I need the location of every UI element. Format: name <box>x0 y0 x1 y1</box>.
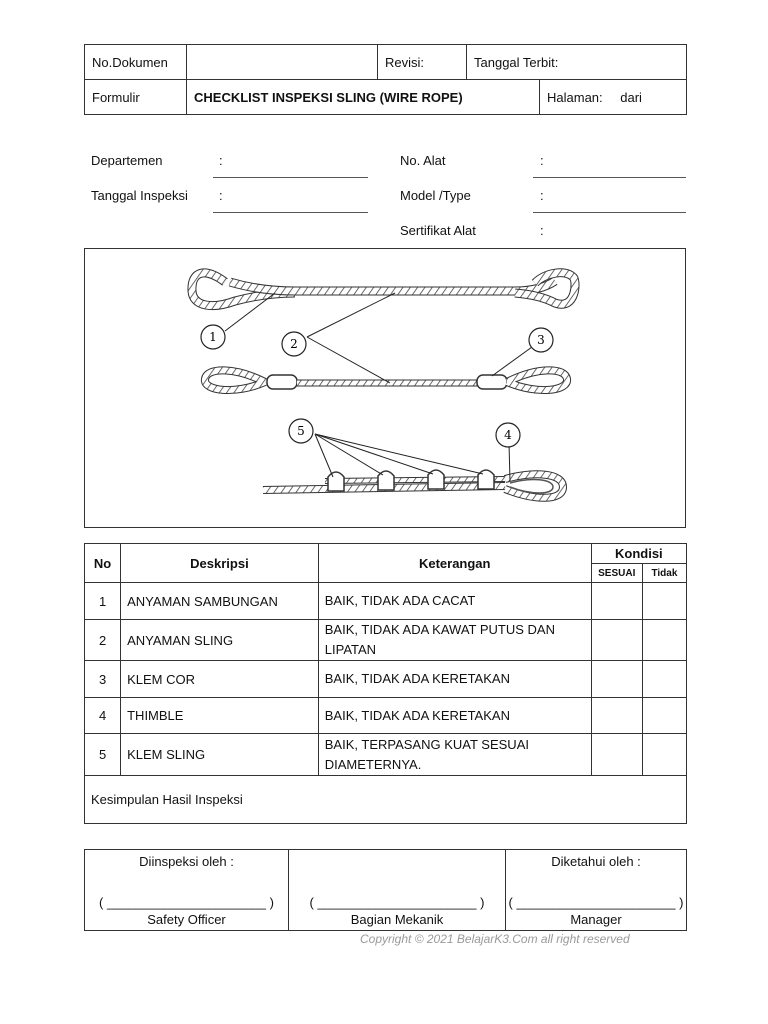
callout-1 <box>201 325 225 349</box>
callout-5 <box>289 419 313 443</box>
sesuai-checkbox[interactable] <box>591 698 642 734</box>
table-row <box>85 661 687 698</box>
no-dokumen-label: No.Dokumen <box>85 45 187 80</box>
tanggal-terbit-label: Tanggal Terbit: <box>467 45 687 80</box>
col-no-header: No <box>85 544 121 583</box>
row-deskripsi: ANYAMAN SLING <box>121 620 319 661</box>
tidak-checkbox[interactable] <box>642 698 686 734</box>
row-no: 5 <box>85 734 121 776</box>
row-no: 1 <box>85 583 121 620</box>
row-deskripsi: KLEM COR <box>121 661 319 698</box>
ferrule-right-icon <box>477 375 507 389</box>
tidak-checkbox[interactable] <box>642 734 686 776</box>
sesuai-checkbox[interactable] <box>591 734 642 776</box>
halaman-label: Halaman: <box>547 89 603 105</box>
tanggal-inspeksi-label: Tanggal Inspeksi <box>91 188 188 203</box>
diinspeksi-label: Diinspeksi oleh : <box>139 854 234 869</box>
diketahui-label: Diketahui oleh : <box>551 854 641 869</box>
signature-bagian-mekanik[interactable] <box>289 850 506 931</box>
callout-4 <box>496 423 520 447</box>
sling-bottom-icon <box>263 470 563 498</box>
signature-line: ( ______________________ ) <box>99 895 274 910</box>
dari-label: dari <box>620 89 642 105</box>
table-row <box>85 620 687 661</box>
wire-rope-diagram <box>84 248 686 528</box>
tanggal-inspeksi-colon: : <box>219 188 223 203</box>
copyright-text: Copyright © 2021 BelajarK3.Com all right reserved <box>360 932 630 946</box>
row-keterangan: BAIK, TIDAK ADA KERETAKAN <box>318 661 591 698</box>
revisi-label: Revisi: <box>378 45 467 80</box>
tidak-checkbox[interactable] <box>642 620 686 661</box>
kesimpulan-field[interactable] <box>85 776 687 824</box>
table-row <box>85 583 687 620</box>
model-type-label: Model /Type <box>400 188 471 203</box>
row-no: 4 <box>85 698 121 734</box>
row-keterangan: BAIK, TERPASANG KUAT SESUAI DIAMETERNYA. <box>318 734 591 776</box>
sling-middle-icon <box>205 370 567 390</box>
table-row <box>85 698 687 734</box>
row-deskripsi: THIMBLE <box>121 698 319 734</box>
no-alat-colon: : <box>540 153 544 168</box>
departemen-colon: : <box>219 153 223 168</box>
col-tidak-header: Tidak <box>642 564 686 583</box>
signature-safety-officer[interactable] <box>85 850 289 931</box>
no-dokumen-value[interactable] <box>187 45 378 80</box>
model-type-colon: : <box>540 188 544 203</box>
model-type-field[interactable] <box>533 212 686 213</box>
signature-line: ( ______________________ ) <box>508 895 684 910</box>
col-sesuai-header: SESUAI <box>591 564 642 583</box>
tidak-checkbox[interactable] <box>642 661 686 698</box>
svg-text:1: 1 <box>209 330 217 344</box>
departemen-field[interactable] <box>213 177 368 178</box>
svg-text:3: 3 <box>537 333 545 347</box>
sertifikat-alat-colon: : <box>540 223 544 238</box>
signature-table <box>84 849 687 931</box>
row-no: 2 <box>85 620 121 661</box>
sesuai-checkbox[interactable] <box>591 661 642 698</box>
callout-2 <box>282 332 306 356</box>
col-deskripsi-header: Deskripsi <box>121 544 319 583</box>
signature-manager[interactable] <box>506 850 687 931</box>
departemen-label: Departemen <box>91 153 163 168</box>
ferrule-left-icon <box>267 375 297 389</box>
no-alat-label: No. Alat <box>400 153 446 168</box>
callout-3 <box>529 328 553 352</box>
formulir-label: Formulir <box>85 80 187 115</box>
row-no: 3 <box>85 661 121 698</box>
col-keterangan-header: Keterangan <box>318 544 591 583</box>
wire-rope-illustration <box>85 249 687 529</box>
checklist-table <box>84 543 687 824</box>
row-deskripsi: ANYAMAN SAMBUNGAN <box>121 583 319 620</box>
kesimpulan-label: Kesimpulan Hasil Inspeksi <box>91 792 243 807</box>
sertifikat-alat-label: Sertifikat Alat <box>400 223 476 238</box>
document-header-table <box>84 44 687 115</box>
svg-text:5: 5 <box>297 424 305 438</box>
signature-line: ( ______________________ ) <box>309 895 485 910</box>
sling-top-icon <box>192 273 575 306</box>
table-row <box>85 734 687 776</box>
row-deskripsi: KLEM SLING <box>121 734 319 776</box>
svg-text:4: 4 <box>504 428 512 442</box>
manager-label: Manager <box>570 912 622 927</box>
bagian-mekanik-label: Bagian Mekanik <box>350 912 444 927</box>
svg-text:2: 2 <box>290 337 298 351</box>
row-keterangan: BAIK, TIDAK ADA CACAT <box>318 583 591 620</box>
tidak-checkbox[interactable] <box>642 583 686 620</box>
safety-officer-label: Safety Officer <box>147 912 226 927</box>
row-keterangan: BAIK, TIDAK ADA KAWAT PUTUS DAN LIPATAN <box>318 620 591 661</box>
halaman-cell <box>540 80 687 115</box>
row-keterangan: BAIK, TIDAK ADA KERETAKAN <box>318 698 591 734</box>
col-kondisi-header: Kondisi <box>591 544 686 564</box>
sesuai-checkbox[interactable] <box>591 583 642 620</box>
tanggal-inspeksi-field[interactable] <box>213 212 368 213</box>
no-alat-field[interactable] <box>533 177 686 178</box>
form-title: CHECKLIST INSPEKSI SLING (WIRE ROPE) <box>187 80 540 115</box>
sesuai-checkbox[interactable] <box>591 620 642 661</box>
